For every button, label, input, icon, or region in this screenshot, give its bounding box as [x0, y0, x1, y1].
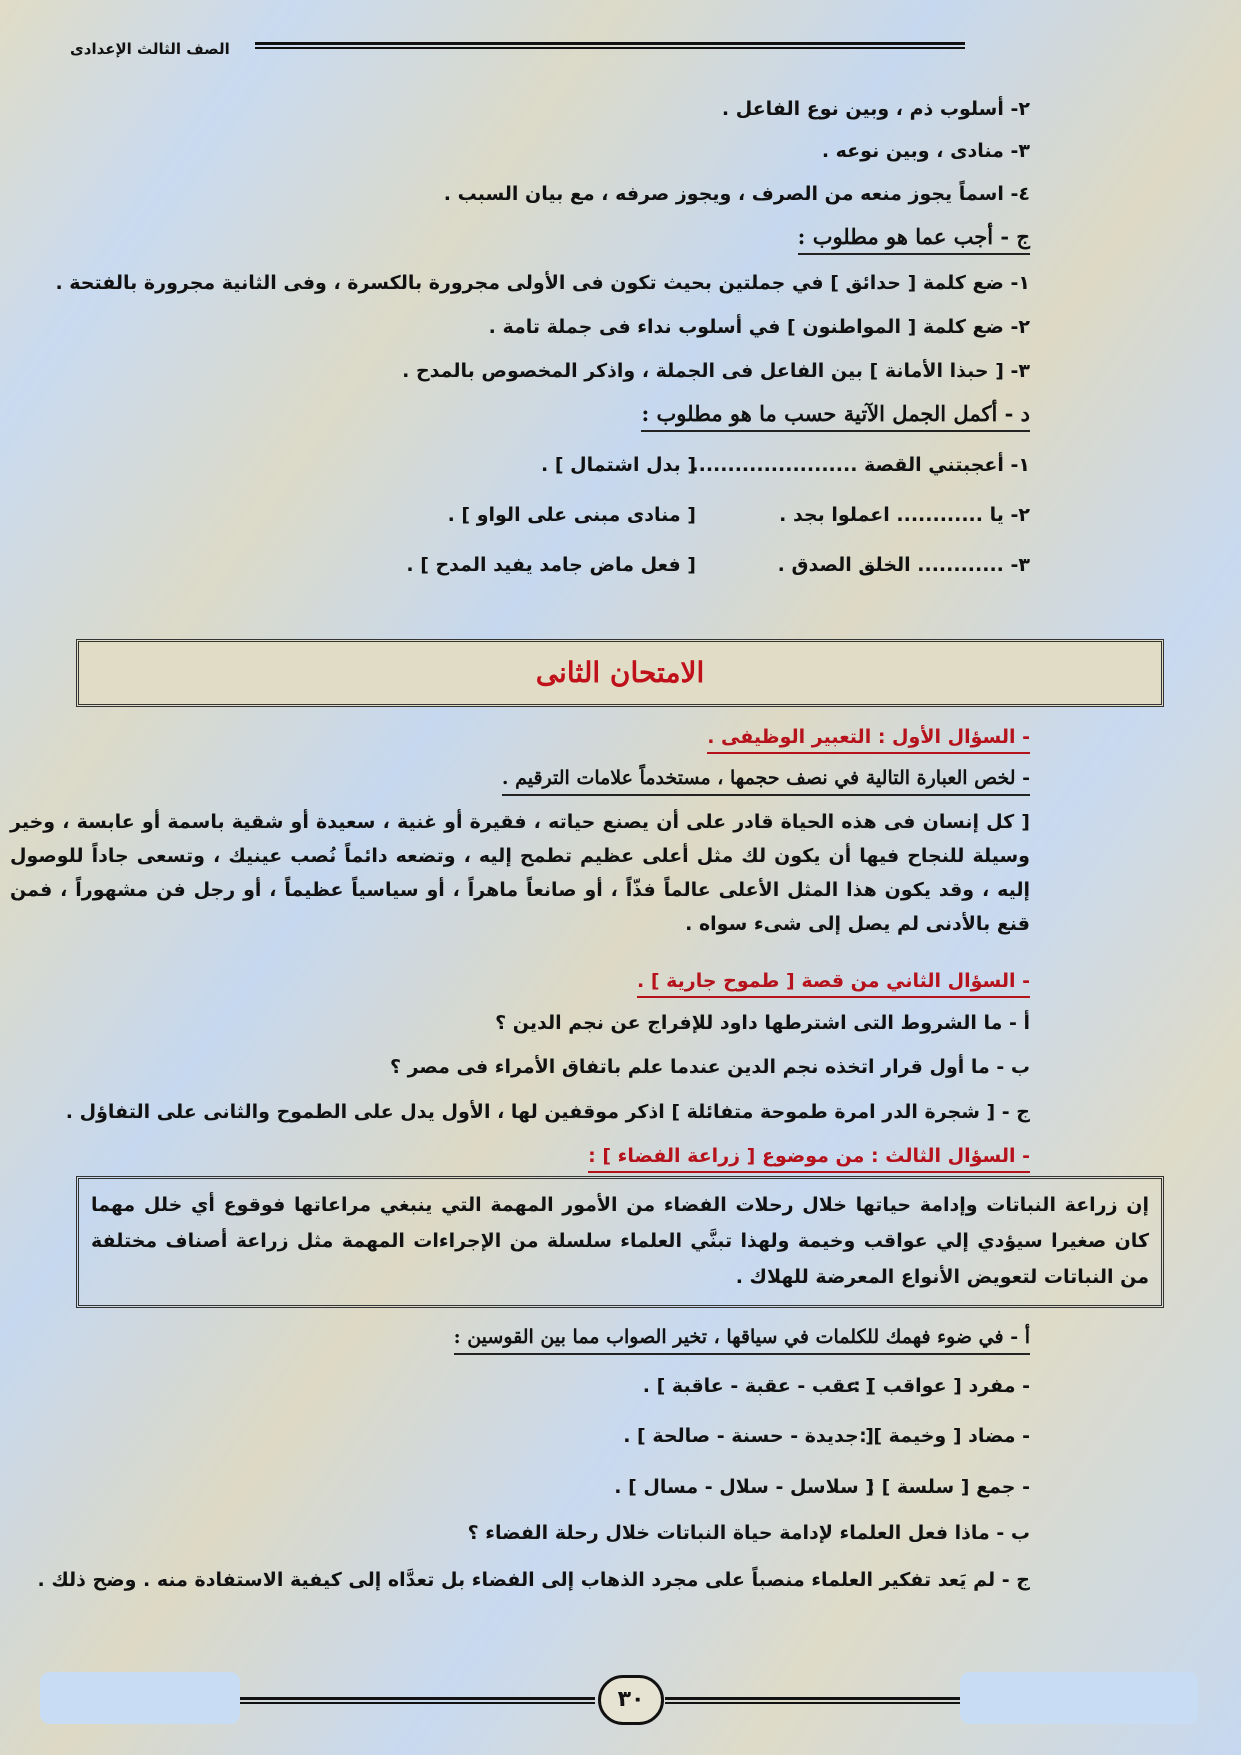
passage-text: إن زراعة النباتات وإدامة حياتها خلال رحلات الفضاء من الأمور المهمة التي ينبغي مراعاتها فوقوع أي خلل مهما كان صغيرا سيؤدي إلي عواقب وخيمة ولهذا تبنَّي العلماء سلسلة من الإجراءات المهمة مثل زراعة أصناف مختلفة من النباتات لتعويض الأنواع المعرضة للهلاك . [91, 1194, 1149, 1288]
header-rule [255, 42, 965, 49]
item: ٢- ضع كلمة [ المواطنون ] في أسلوب نداء فى جملة تامة . [488, 316, 1030, 338]
item: ٢- يا ............ اعملوا بجد . [779, 504, 1030, 526]
section-heading: ج - أجب عما هو مطلوب : [798, 224, 1030, 255]
item: ٣- [ حبذا الأمانة ] بين الفاعل فى الجملة ، واذكر المخصوص بالمدح . [402, 360, 1030, 382]
question-title: - السؤال الثالث : من موضوع [ زراعة الفضاء ] : [588, 1143, 1030, 1173]
question-title: - السؤال الثاني من قصة [ طموح جارية ] . [637, 968, 1030, 998]
question-title: - السؤال الأول : التعبير الوظيفى . [707, 724, 1030, 754]
item: - مفرد [ عواقب ] : [853, 1375, 1030, 1397]
item: ٣- منادى ، وبين نوعه . [821, 140, 1030, 162]
item: أ - ما الشروط التى اشترطها داود للإفراج عن نجم الدين ؟ [495, 1012, 1030, 1034]
choices: [ عقب - عقبة - عاقبة ] . [642, 1375, 874, 1397]
passage-box [76, 1176, 1164, 1308]
item: ب - ماذا فعل العلماء لإدامة حياة النباتات خلال رحلة الفضاء ؟ [467, 1522, 1030, 1544]
header-grade: الصف الثالث الإعدادى [70, 40, 230, 58]
item: ٢- أسلوب ذم ، وبين نوع الفاعل . [721, 98, 1030, 120]
item: ٤- اسماً يجوز منعه من الصرف ، ويجوز صرفه ، مع بيان السبب . [443, 183, 1030, 205]
item: ١- أعجبتني القصة ....................... [691, 454, 1030, 476]
exam-title: الامتحان الثانى [535, 656, 705, 689]
page-number: ٣٠ [598, 1675, 664, 1725]
exam-title-box [76, 639, 1164, 707]
choices: [ سلاسل - سلال - مسال ] . [614, 1476, 874, 1498]
section-heading: د - أكمل الجمل الآتية حسب ما هو مطلوب : [641, 401, 1030, 432]
item: ج - لم يَعد تفكير العلماء منصباً على مجرد الذهاب إلى الفضاء بل تعدَّاه إلى كيفية الاستفادة منه . وضح ذلك . [37, 1569, 1030, 1591]
footer-tab-left [40, 1672, 240, 1724]
choices: [ جديدة - حسنة - صالحة ] . [623, 1425, 874, 1447]
item: - مضاد [ وخيمة ] : [859, 1425, 1030, 1447]
hint: [ بدل اشتمال ] . [541, 454, 696, 476]
hint: [ منادى مبنى على الواو ] . [447, 504, 696, 526]
footer-rule [665, 1697, 960, 1704]
instruction: - لخص العبارة التالية في نصف حجمها ، مستخدماً علامات الترقيم . [502, 765, 1030, 796]
item: ٣- ............ الخلق الصدق . [777, 554, 1030, 576]
summary-text: [ كل إنسان فى هذه الحياة قادر على أن يصنع حياته ، فقيرة أو غنية ، سعيدة أو شقية باسمة أو عابسة ، وخير وسيلة للنجاح فيها أن يكون لك مثل أعلى عظيم تطمح إليه ، وتضعه دائماً نُصب عينيك ، وتسعى جاداً للوصول إليه ، وقد يكون هذا المثل الأعلى عالماً فذّاً ، أو صانعاً ماهراً ، أو سياسياً عظيماً ، أو رجل فن مشهوراً ، فمن قنع بالأدنى لم يصل إلى شىء سواه . [10, 811, 1030, 935]
footer-tab-right [960, 1672, 1198, 1724]
item: ١- ضع كلمة [ حدائق ] في جملتين بحيث تكون فى الأولى مجرورة بالكسرة ، وفى الثانية مجرورة بالفتحة . [55, 272, 1030, 294]
item: ب - ما أول قرار اتخذه نجم الدين عندما علم باتفاق الأمراء فى مصر ؟ [389, 1056, 1030, 1078]
hint: [ فعل ماض جامد يفيد المدح ] . [406, 554, 696, 576]
item: ج - [ شجرة الدر امرة طموحة متفائلة ] اذكر موقفين لها ، الأول يدل على الطموح والثانى على التفاؤل . [65, 1101, 1030, 1123]
section-heading: أ - في ضوء فهمك للكلمات في سياقها ، تخير الصواب مما بين القوسين : [454, 1324, 1030, 1355]
footer-rule [240, 1697, 595, 1704]
item: - جمع [ سلسة ] : [867, 1476, 1030, 1498]
